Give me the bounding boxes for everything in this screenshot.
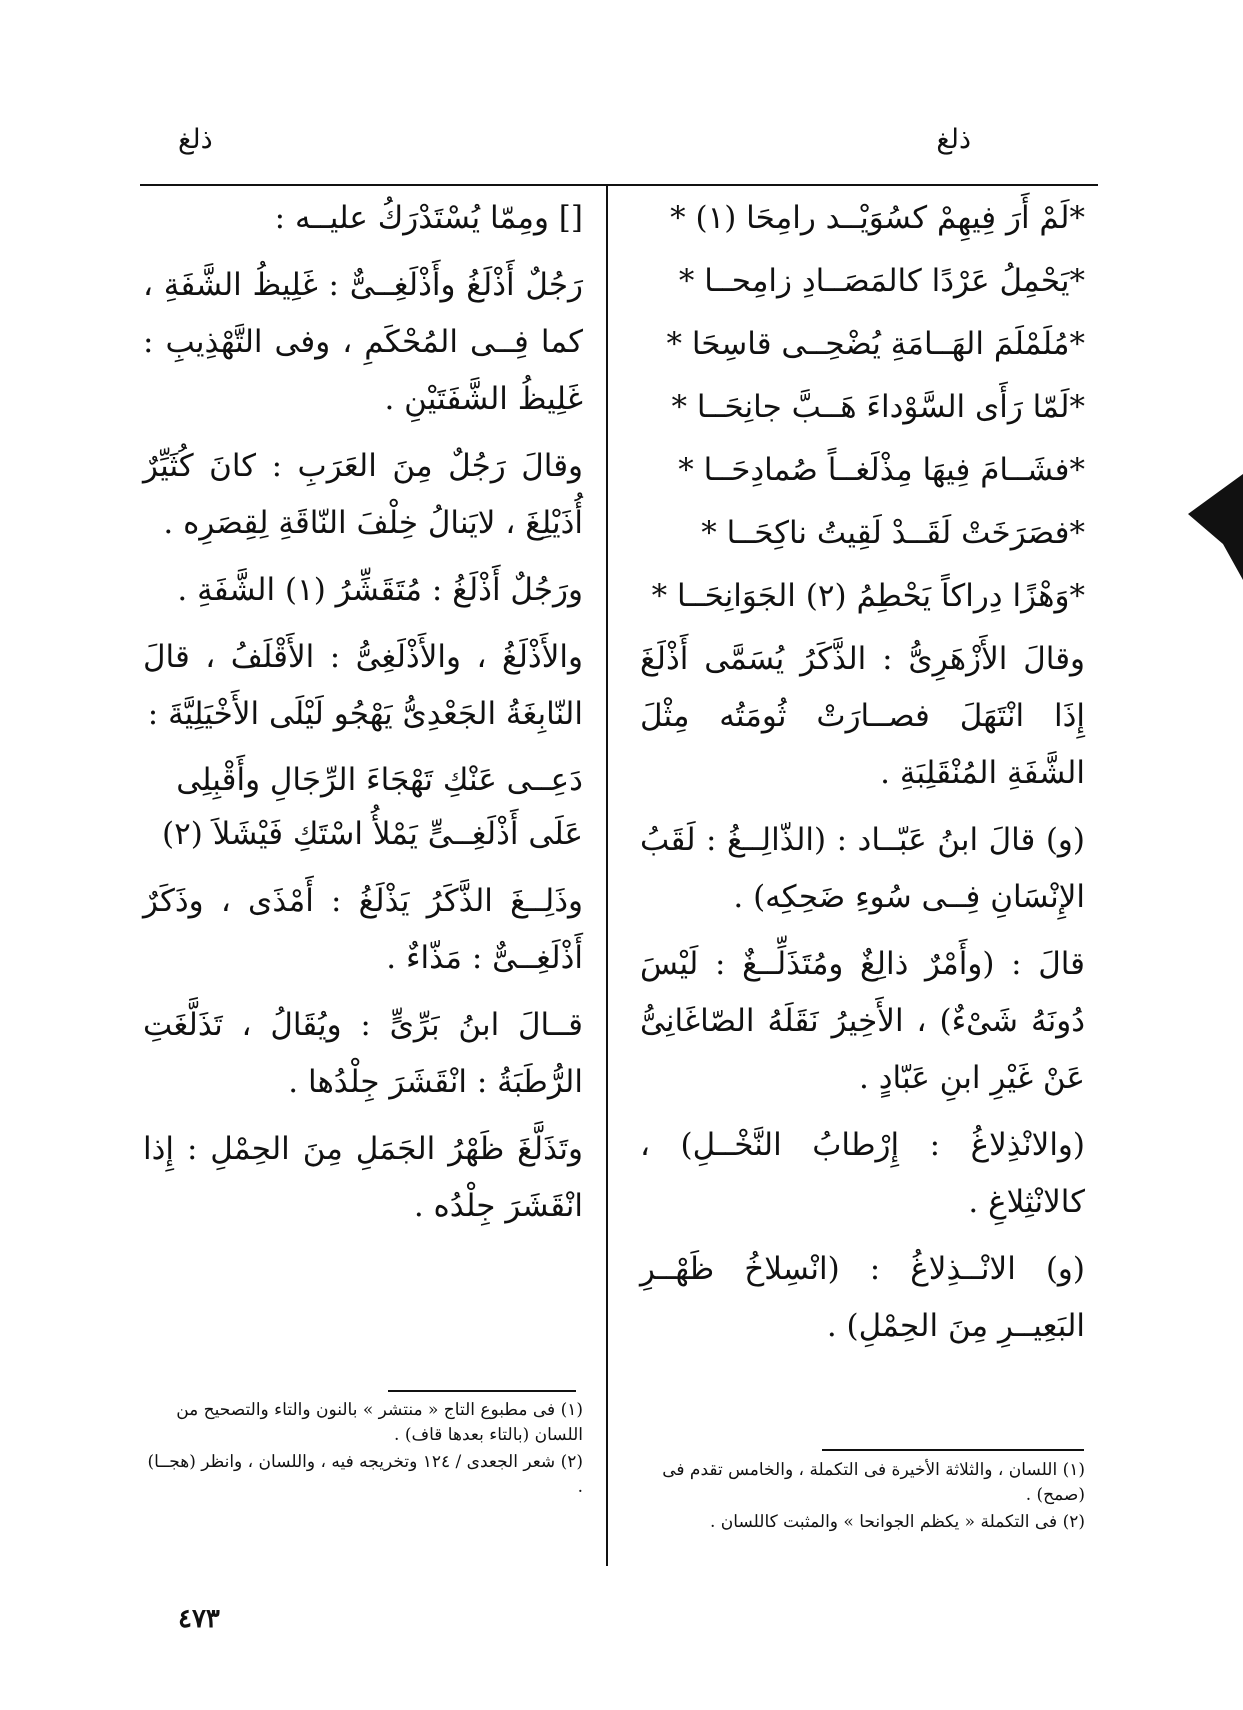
footnotes-left (143, 1398, 583, 1502)
footnote: (١) اللسان ، والثلاثة الأخيرة فى التكملة ، والخامس تقدم فى (صمح) . (662, 1460, 1085, 1505)
column-divider (606, 186, 608, 1566)
paragraph: والأَذْلَغُ ، والأَذْلَغِىُّ : الأَقْلَفُ ، قالَ النّابِغَةُ الجَعْدِىُّ يَهْجُو لَيْلَى الأَخْيَلِيَّةَ : (143, 639, 583, 732)
rajaz-verse: *فشَــامَ فِيهَا مِذْلَغــاً صُمادِحَــا * (678, 452, 1085, 488)
page-number: ٤٧٣ (178, 1604, 220, 1634)
paragraph: رَجُلٌ أَذْلَغُ وأَذْلَغِــىٌّ : غَلِيظُ الشَّفَةِ ، كما فِــى المُحْكَمِ ، وفى التَّهْذِيبِ : غَلِيظُ الشَّفَتَيْنِ . (143, 267, 583, 417)
footnote-rule-right (822, 1449, 1084, 1451)
left-column (143, 190, 583, 1245)
poem-hemistich: دَعِــى عَنْكِ تَهْجَاءَ الرِّجَالِ وأَقْبِلِى (176, 762, 583, 798)
rajaz-verse: *يَحْمِلُ عَرْدًا كالمَصَــادِ زامِحــا * (678, 263, 1085, 299)
rajaz-verse: *لَمّا رَأَى السَّوْداءَ هَــبَّ جانِحَــا * (671, 389, 1085, 425)
header-entry-word-right: ذلغ (936, 124, 971, 155)
footnote: (١) فى مطبوع التاج « منتشر » بالنون والتاء والتصحيح من اللسان (بالتاء بعدها قاف) . (176, 1400, 583, 1445)
rajaz-verse: *لَمْ أَرَ فِيهِمْ كسُوَيْــد رامِحَا (١) * (670, 200, 1085, 236)
paragraph: وقالَ الأَزْهَرِىُّ : الذَّكَرُ يُسَمَّى أَذْلَغَ إِذَا انْتَهَلَ فصــارَتْ ثُومَتُه مِثْلَ الشَّفَةِ المُنْقَلِبَةِ . (640, 641, 1085, 791)
page-edge-tab-mark (1188, 474, 1243, 580)
header-rule (140, 184, 1098, 186)
footnote: (٢) شعر الجعدى / ١٢٤ وتخريجه فيه ، واللسان ، وانظر (هجــا) . (147, 1452, 583, 1497)
paragraph: ورَجُلٌ أَذْلَغُ : مُتَقَشِّرُ (١) الشَّفَةِ . (177, 572, 583, 608)
paragraph: (والانْذِلاغُ : إِرْطابُ النَّخْــلِ) ، كالانْثِلاغِ . (640, 1127, 1085, 1220)
poem-hemistich: عَلَى أَذْلَغِــىٍّ يَمْلأُ اسْتَكِ فَيْشَلاَ (٢) (162, 816, 583, 852)
right-column (640, 190, 1085, 1365)
paragraph: وتَذَلَّغَ ظَهْرُ الجَمَلِ مِنَ الحِمْلِ : إِذا انْقَشَرَ جِلْدُه . (143, 1131, 583, 1224)
footnotes-right (640, 1458, 1085, 1537)
paragraph: (و) قالَ ابنُ عَبّــاد : (الذّالِــغُ : لَقَبُ الإِنْسَانِ فِــى سُوءِ ضَحِكِه) . (640, 822, 1085, 915)
paragraph: قــالَ ابنُ بَرِّىٍّ : ويُقَالُ ، تَذَلَّغَتِ الرُّطَبَةُ : انْقَشَرَ جِلْدُها . (143, 1007, 583, 1100)
paragraph: (و) الانْــذِلاغُ : (انْسِلاخُ ظَهْــرِ البَعِيــرِ مِنَ الحِمْلِ) . (640, 1251, 1085, 1344)
footnote: (٢) فى التكملة « يكظم الجوانحا » والمثبت كاللسان . (710, 1512, 1085, 1532)
header-entry-word-left: ذلغ (178, 124, 213, 155)
footnote-rule-left (388, 1390, 576, 1392)
paragraph: وذَلِــغَ الذَّكَرُ يَذْلَغُ : أَمْذَى ، وذَكَرٌ أَذْلَغِــىٌّ : مَذّاءٌ . (143, 883, 583, 976)
paragraph: قالَ : (وأَمْرٌ ذالِغٌ ومُتَذَلِّــغٌ : لَيْسَ دُونَهُ شَىْءٌ) ، الأَخِيرُ نَقَلَهُ الصّاغَانِىُّ عَنْ غَيْرِ ابنِ عَبّادٍ . (640, 946, 1085, 1096)
rajaz-verse: *فصَرَخَتْ لَقَــدْ لَقِيتُ ناكِحَــا * (701, 515, 1085, 551)
rajaz-verse: *وَهْزًا دِراكاً يَحْطِمُ (٢) الجَوَانِحَــا * (651, 578, 1085, 614)
paragraph: وقالَ رَجُلٌ مِنَ العَرَبِ : كانَ كُثَيِّرٌ أُذَيْلِغَ ، لايَنالُ خِلْفَ النّاقَةِ لِقِصَرِه . (143, 448, 583, 541)
paragraph: [] ومِمّا يُسْتَدْرَكُ عليــه : (274, 200, 583, 236)
rajaz-verse: *مُلَمْلَمَ الهَــامَةِ يُضْحِــى قاسِحَا * (666, 326, 1085, 362)
